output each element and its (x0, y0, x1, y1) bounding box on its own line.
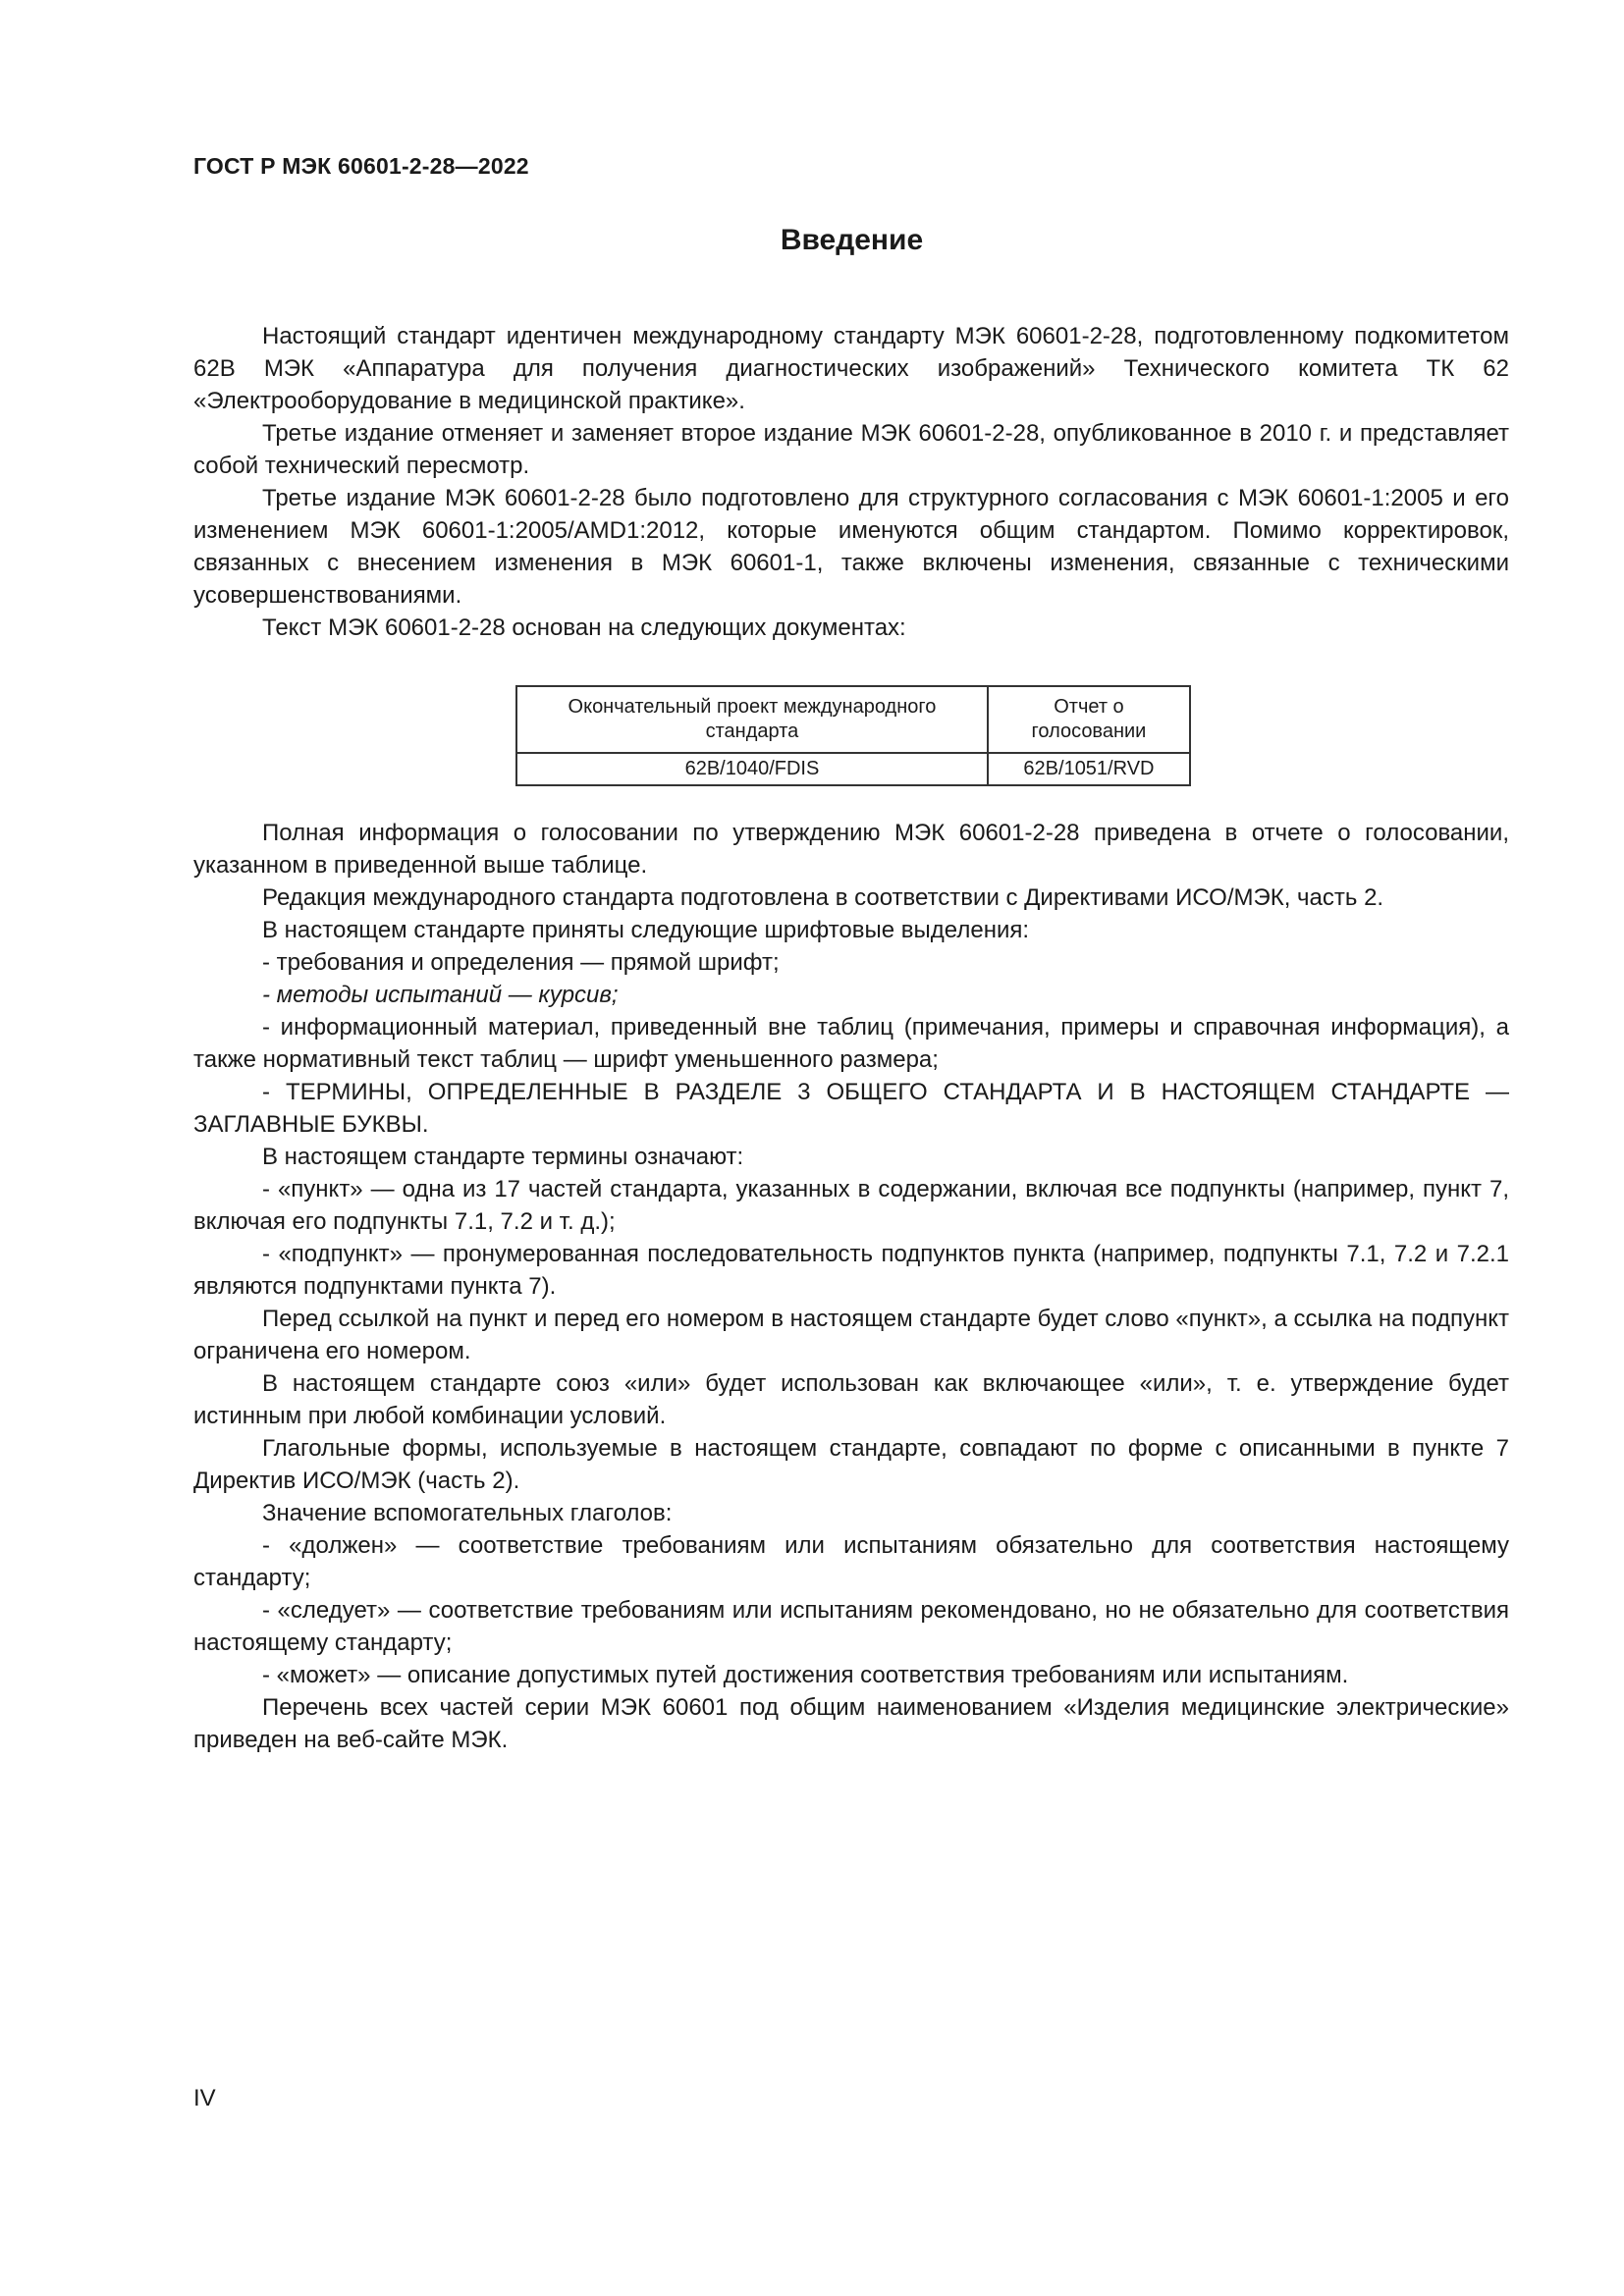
standard-designation: ГОСТ Р МЭК 60601-2-28—2022 (193, 153, 529, 179)
paragraph: Глагольные формы, используемые в настоящем стандарте, совпадают по форме с описанными в пункте 7 Директив ИСО/МЭК (часть 2). (193, 1435, 1509, 1494)
list-item: - ТЕРМИНЫ, ОПРЕДЕЛЕННЫЕ В РАЗДЕЛЕ 3 ОБЩЕГО СТАНДАРТА И В НАСТОЯЩЕМ СТАНДАРТЕ — ЗАГЛАВНЫЕ БУКВЫ. (193, 1079, 1509, 1138)
paragraph: Редакция международного стандарта подготовлена в соответствии с Директивами ИСО/МЭК, часть 2. (262, 884, 1384, 911)
table-header-fdis: Окончательный проект международного стандарта (516, 686, 988, 753)
page-number: IV (193, 2085, 216, 2111)
table-header-rvd: Отчет о голосовании (988, 686, 1190, 753)
table-cell-fdis: 62B/1040/FDIS (516, 753, 988, 785)
list-item: - информационный материал, приведенный вне таблиц (примечания, примеры и справочная информация), а также нормативный текст таблиц — шрифт уменьшенного размера; (193, 1014, 1509, 1073)
body-text (193, 817, 1509, 1756)
paragraph: Значение вспомогательных глаголов: (262, 1500, 673, 1526)
paragraph: Перед ссылкой на пункт и перед его номером в настоящем стандарте будет слово «пункт», а ссылка на подпункт ограничена его номером. (193, 1306, 1509, 1364)
table-row (516, 753, 1190, 785)
list-item: - «следует» — соответствие требованиям или испытаниям рекомендовано, но не обязательно для соответствия настоящему стандарту; (193, 1597, 1509, 1656)
table-header-row (516, 686, 1190, 753)
list-item: - «подпункт» — пронумерованная последовательность подпунктов пункта (например, подпункты 7.1, 7.2 и 7.2.1 являются подпунктами пункта 7). (193, 1241, 1509, 1300)
paragraph: Перечень всех частей серии МЭК 60601 под общим наименованием «Изделия медицинские электрические» приведен на веб-сайте МЭК. (193, 1694, 1509, 1753)
list-item: - «пункт» — одна из 17 частей стандарта, указанных в содержании, включая все подпункты (например, пункт 7, включая его подпункты 7.1, 7.2 и т. д.); (193, 1176, 1509, 1235)
paragraph: Текст МЭК 60601-2-28 основан на следующих документах: (262, 614, 906, 641)
table-cell-rvd: 62B/1051/RVD (988, 753, 1190, 785)
paragraph: Третье издание отменяет и заменяет второе издание МЭК 60601-2-28, опубликованное в 2010 г. и представляет собой технический пересмотр. (193, 420, 1509, 479)
list-item: - «может» — описание допустимых путей достижения соответствия требованиям или испытаниям. (262, 1662, 1349, 1688)
intro-text (193, 320, 1509, 644)
paragraph: Полная информация о голосовании по утверждению МЭК 60601-2-28 приведена в отчете о голосовании, указанном в приведенной выше таблице. (193, 820, 1509, 879)
section-title: Введение (780, 224, 924, 256)
paragraph: Третье издание МЭК 60601-2-28 было подготовлено для структурного согласования с МЭК 60601-1:2005 и его изменением МЭК 60601-1:2005/AMD1:2012, которые именуются общим стандартом. Помимо корректировок, связанных с внесением изменения в МЭК 60601-1, также включены изменения, связанные с техническими усовершенствованиями. (193, 485, 1509, 609)
list-item: - требования и определения — прямой шрифт; (262, 949, 780, 976)
voting-documents-table (515, 685, 1191, 786)
list-item: - «должен» — соответствие требованиям или испытаниям обязательно для соответствия настоящему стандарту; (193, 1532, 1509, 1591)
list-item: - методы испытаний — курсив; (262, 982, 619, 1008)
paragraph: В настоящем стандарте термины означают: (262, 1144, 744, 1170)
paragraph: В настоящем стандарте приняты следующие шрифтовые выделения: (262, 917, 1030, 943)
paragraph: В настоящем стандарте союз «или» будет использован как включающее «или», т. е. утверждение будет истинным при любой комбинации условий. (193, 1370, 1509, 1429)
paragraph: Настоящий стандарт идентичен международному стандарту МЭК 60601-2-28, подготовленному подкомитетом 62В МЭК «Аппаратура для получения диагностических изображений» Технического комитета ТК 62 «Электрооборудование в медицинской практике». (193, 323, 1509, 414)
